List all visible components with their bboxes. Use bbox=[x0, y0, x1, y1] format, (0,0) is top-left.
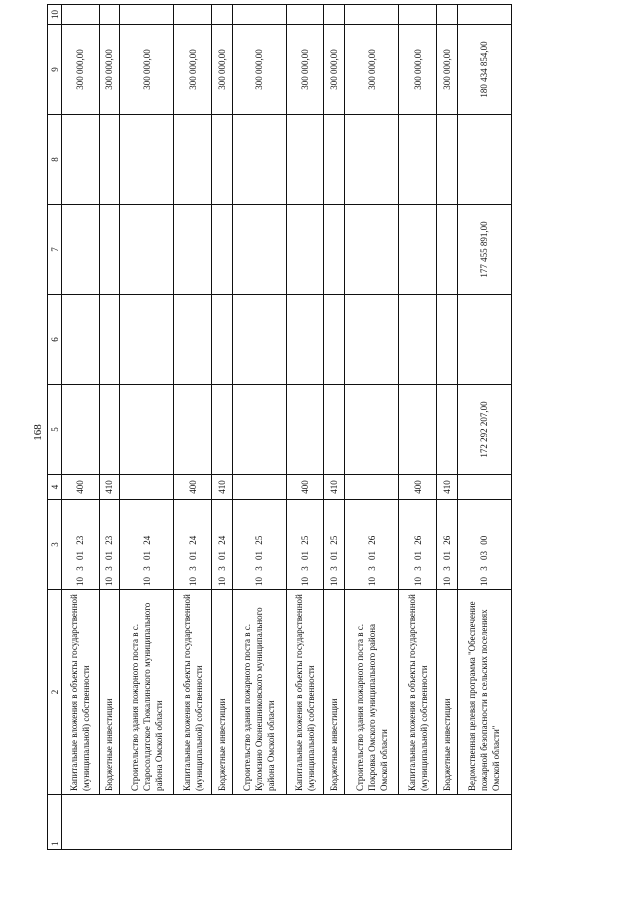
col6-cell bbox=[232, 295, 286, 385]
col5-cell bbox=[99, 385, 120, 475]
col7-cell bbox=[62, 205, 100, 295]
col8-cell bbox=[399, 115, 437, 205]
item-name-cell: Бюджетные инвестиции bbox=[324, 590, 345, 795]
table-row bbox=[286, 5, 324, 850]
kvr-cell: 410 bbox=[99, 475, 120, 500]
col9-cell: 300 000,00 bbox=[324, 25, 345, 115]
kvr-cell bbox=[120, 475, 174, 500]
col10-cell bbox=[232, 5, 286, 25]
col7-cell bbox=[286, 205, 324, 295]
col7-cell bbox=[345, 205, 399, 295]
item-name-cell: Капитальные вложения в объекты государственной (муниципальной) собственности bbox=[399, 590, 437, 795]
item-name-cell: Бюджетные инвестиции bbox=[211, 590, 232, 795]
item-name-cell: Строительство здания пожарного поста в с. Покровка Омского муниципального района Омской области bbox=[345, 590, 399, 795]
column-number-cell: 9 bbox=[48, 25, 62, 115]
col5-cell bbox=[436, 385, 457, 475]
rotated-page bbox=[32, 5, 512, 860]
code-cell: 10 3 01 25 bbox=[286, 500, 324, 590]
leading-blank-cell bbox=[62, 795, 512, 850]
item-name-cell: Капитальные вложения в объекты государственной (муниципальной) собственности bbox=[174, 590, 212, 795]
col10-cell bbox=[324, 5, 345, 25]
code-cell: 10 3 01 24 bbox=[174, 500, 212, 590]
col9-cell: 300 000,00 bbox=[174, 25, 212, 115]
col9-cell: 300 000,00 bbox=[211, 25, 232, 115]
kvr-cell: 410 bbox=[211, 475, 232, 500]
item-name-cell: Бюджетные инвестиции bbox=[99, 590, 120, 795]
col8-cell bbox=[324, 115, 345, 205]
col6-cell bbox=[120, 295, 174, 385]
col6-cell bbox=[457, 295, 511, 385]
col6-cell bbox=[174, 295, 212, 385]
col8-cell bbox=[286, 115, 324, 205]
col10-cell bbox=[211, 5, 232, 25]
col5-cell bbox=[399, 385, 437, 475]
col5-cell bbox=[232, 385, 286, 475]
table-row bbox=[99, 5, 120, 850]
kvr-cell: 400 bbox=[174, 475, 212, 500]
column-number-cell: 5 bbox=[48, 385, 62, 475]
table-row bbox=[174, 5, 212, 850]
kvr-cell bbox=[232, 475, 286, 500]
col9-cell: 180 434 854,00 bbox=[457, 25, 511, 115]
column-number-cell: 4 bbox=[48, 475, 62, 500]
col7-cell: 177 455 891,00 bbox=[457, 205, 511, 295]
code-cell: 10 3 03 00 bbox=[457, 500, 511, 590]
col7-cell bbox=[399, 205, 437, 295]
kvr-cell: 400 bbox=[286, 475, 324, 500]
kvr-cell: 410 bbox=[436, 475, 457, 500]
column-number-cell: 2 bbox=[48, 590, 62, 795]
col8-cell bbox=[457, 115, 511, 205]
col7-cell bbox=[232, 205, 286, 295]
table-row bbox=[232, 5, 286, 850]
table-row bbox=[324, 5, 345, 850]
column-number-cell: 7 bbox=[48, 205, 62, 295]
kvr-cell: 400 bbox=[62, 475, 100, 500]
table-row bbox=[436, 5, 457, 850]
col5-cell bbox=[286, 385, 324, 475]
page-number: 168 bbox=[32, 424, 44, 441]
col9-cell: 300 000,00 bbox=[286, 25, 324, 115]
col8-cell bbox=[120, 115, 174, 205]
kvr-cell bbox=[345, 475, 399, 500]
col5-cell bbox=[174, 385, 212, 475]
col7-cell bbox=[211, 205, 232, 295]
col7-cell bbox=[436, 205, 457, 295]
col10-cell bbox=[457, 5, 511, 25]
col10-cell bbox=[436, 5, 457, 25]
table-row bbox=[211, 5, 232, 850]
col10-cell bbox=[99, 5, 120, 25]
kvr-cell: 410 bbox=[324, 475, 345, 500]
col8-cell bbox=[174, 115, 212, 205]
item-name-cell: Капитальные вложения в объекты государственной (муниципальной) собственности bbox=[62, 590, 100, 795]
table-row bbox=[345, 5, 399, 850]
item-name-cell: Строительство здания пожарного поста в с. Куломзино Оконешниковского муниципального района Омской области bbox=[232, 590, 286, 795]
table-row bbox=[120, 5, 174, 850]
col6-cell bbox=[99, 295, 120, 385]
col8-cell bbox=[345, 115, 399, 205]
column-number-row bbox=[48, 5, 62, 850]
table-row bbox=[457, 5, 511, 850]
col8-cell bbox=[62, 115, 100, 205]
col9-cell: 300 000,00 bbox=[62, 25, 100, 115]
col7-cell bbox=[324, 205, 345, 295]
col5-cell: 172 292 207,00 bbox=[457, 385, 511, 475]
code-cell: 10 3 01 26 bbox=[345, 500, 399, 590]
col6-cell bbox=[399, 295, 437, 385]
col8-cell bbox=[232, 115, 286, 205]
kvr-cell bbox=[457, 475, 511, 500]
column-number-cell: 1 bbox=[48, 795, 62, 850]
code-cell: 10 3 01 24 bbox=[120, 500, 174, 590]
col5-cell bbox=[62, 385, 100, 475]
column-number-cell: 6 bbox=[48, 295, 62, 385]
col6-cell bbox=[324, 295, 345, 385]
col7-cell bbox=[120, 205, 174, 295]
col9-cell: 300 000,00 bbox=[436, 25, 457, 115]
col8-cell bbox=[99, 115, 120, 205]
col10-cell bbox=[399, 5, 437, 25]
col5-cell bbox=[324, 385, 345, 475]
code-cell: 10 3 01 26 bbox=[436, 500, 457, 590]
col6-cell bbox=[286, 295, 324, 385]
kvr-cell: 400 bbox=[399, 475, 437, 500]
column-number-cell: 8 bbox=[48, 115, 62, 205]
col5-cell bbox=[120, 385, 174, 475]
col7-cell bbox=[99, 205, 120, 295]
col9-cell: 300 000,00 bbox=[399, 25, 437, 115]
col9-cell: 300 000,00 bbox=[120, 25, 174, 115]
col8-cell bbox=[436, 115, 457, 205]
item-name-cell: Строительство здания пожарного поста в с. Старосолдатское Тюкалинского муниципального района Омской области bbox=[120, 590, 174, 795]
col6-cell bbox=[436, 295, 457, 385]
col5-cell bbox=[211, 385, 232, 475]
table-body bbox=[48, 5, 512, 850]
code-cell: 10 3 01 23 bbox=[62, 500, 100, 590]
item-name-cell: Капитальные вложения в объекты государственной (муниципальной) собственности bbox=[286, 590, 324, 795]
item-name-cell: Бюджетные инвестиции bbox=[436, 590, 457, 795]
code-cell: 10 3 01 24 bbox=[211, 500, 232, 590]
col9-cell: 300 000,00 bbox=[99, 25, 120, 115]
code-cell: 10 3 01 25 bbox=[232, 500, 286, 590]
table-row bbox=[62, 5, 100, 850]
col6-cell bbox=[62, 295, 100, 385]
col8-cell bbox=[211, 115, 232, 205]
col10-cell bbox=[120, 5, 174, 25]
col9-cell: 300 000,00 bbox=[232, 25, 286, 115]
budget-table bbox=[47, 4, 512, 850]
col6-cell bbox=[345, 295, 399, 385]
col6-cell bbox=[211, 295, 232, 385]
table-row bbox=[399, 5, 437, 850]
col9-cell: 300 000,00 bbox=[345, 25, 399, 115]
column-number-cell: 10 bbox=[48, 5, 62, 25]
col10-cell bbox=[286, 5, 324, 25]
col7-cell bbox=[174, 205, 212, 295]
code-cell: 10 3 01 25 bbox=[324, 500, 345, 590]
col10-cell bbox=[174, 5, 212, 25]
code-cell: 10 3 01 26 bbox=[399, 500, 437, 590]
item-name-cell: Ведомственная целевая программа "Обеспечение пожарной безопасности в сельских поселениях Омской области" bbox=[457, 590, 511, 795]
col5-cell bbox=[345, 385, 399, 475]
column-number-cell: 3 bbox=[48, 500, 62, 590]
code-cell: 10 3 01 23 bbox=[99, 500, 120, 590]
col10-cell bbox=[62, 5, 100, 25]
col10-cell bbox=[345, 5, 399, 25]
